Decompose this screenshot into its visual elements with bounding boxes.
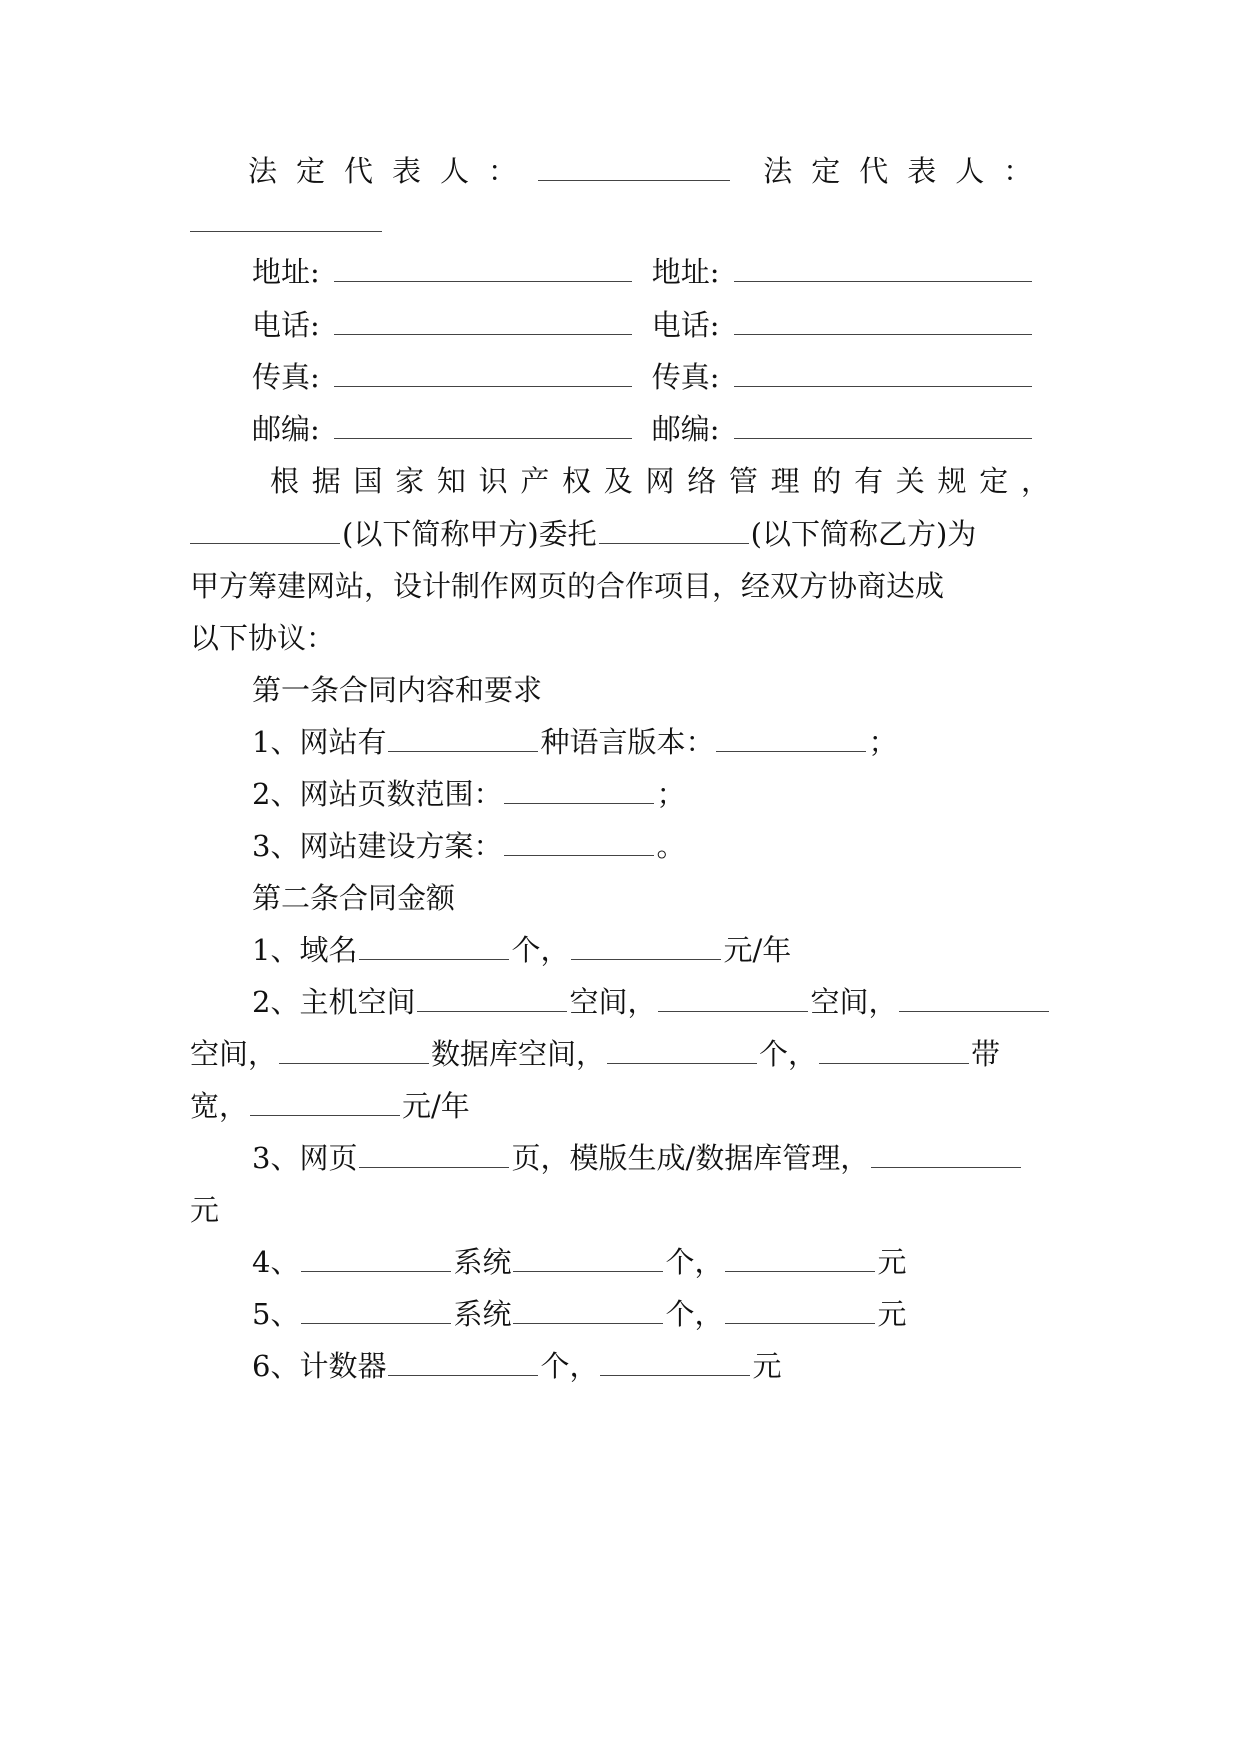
pages-count-blank[interactable] xyxy=(359,1145,509,1168)
legal-rep-label-left: 法定代表人： xyxy=(248,154,537,188)
bandwidth-label-a: 带 xyxy=(971,1037,1001,1071)
contact-row-postcode xyxy=(252,409,1112,449)
item-2-text: 2、网站页数范围： xyxy=(252,777,503,811)
build-plan-blank[interactable] xyxy=(504,833,654,856)
preamble-char: 根 xyxy=(270,464,300,498)
preamble-char: 产 xyxy=(520,464,550,498)
system-5-label: 系统 xyxy=(453,1297,512,1331)
preamble-char: 规 xyxy=(937,464,967,498)
article-2-system-4 xyxy=(252,1242,1112,1282)
host-space-blank-1[interactable] xyxy=(417,989,567,1012)
host-space-label-3: 空间， xyxy=(190,1037,278,1071)
preamble-char: 及 xyxy=(603,464,633,498)
preamble-char: 管 xyxy=(728,464,758,498)
article-1-heading-text: 第一条合同内容和要求 xyxy=(252,673,543,707)
article-2-host-line-3 xyxy=(190,1086,1050,1126)
host-text: 2、主机空间 xyxy=(252,985,416,1019)
preamble-char: 的 xyxy=(812,464,842,498)
article-1-item-1 xyxy=(252,722,1112,762)
domain-unit: 个， xyxy=(511,933,570,967)
article-2-pages-line-2 xyxy=(190,1190,1050,1230)
preamble-char: 识 xyxy=(478,464,508,498)
host-space-label-2: 空间， xyxy=(810,985,898,1019)
fax-blank-right[interactable] xyxy=(734,364,1032,387)
database-count-blank[interactable] xyxy=(607,1041,757,1064)
language-versions-blank[interactable] xyxy=(716,729,866,752)
contact-row-fax xyxy=(252,357,1112,397)
preamble-char: 定 xyxy=(979,464,1009,498)
party-b-blank[interactable] xyxy=(599,521,749,544)
system-4-unit: 个， xyxy=(665,1245,724,1279)
article-2-counter xyxy=(252,1346,1112,1386)
party-a-blank[interactable] xyxy=(190,521,340,544)
address-blank-left[interactable] xyxy=(334,259,632,282)
system-5-number: 5、 xyxy=(252,1297,300,1331)
counter-text: 6、计数器 xyxy=(252,1349,387,1383)
item-1-end: ； xyxy=(868,725,898,759)
article-2-host-line-2 xyxy=(190,1034,1050,1074)
fax-blank-left[interactable] xyxy=(334,364,632,387)
system-5-unit: 个， xyxy=(665,1297,724,1331)
preamble-line-4-text: 以下协议： xyxy=(190,621,336,655)
host-price-blank[interactable] xyxy=(250,1093,400,1116)
fax-label-right: 传真: xyxy=(651,360,720,394)
preamble-char: 知 xyxy=(436,464,466,498)
domain-price-unit: 元/年 xyxy=(723,933,792,967)
domain-text: 1、域名 xyxy=(252,933,358,967)
postcode-label-right: 邮编: xyxy=(651,412,720,446)
contact-row-phone xyxy=(252,305,1112,345)
system-5-count-blank[interactable] xyxy=(513,1301,663,1324)
legal-rep-label-right: 法定代表人： xyxy=(763,154,1052,188)
preamble-char: ， xyxy=(1020,464,1050,498)
contact-row-address xyxy=(252,252,1112,292)
pages-price-blank[interactable] xyxy=(871,1145,1021,1168)
system-4-count-blank[interactable] xyxy=(513,1249,663,1272)
counter-price-unit: 元 xyxy=(752,1349,782,1383)
item-3-text: 3、网站建设方案： xyxy=(252,829,503,863)
system-4-price-blank[interactable] xyxy=(725,1249,875,1272)
article-2-pages-line-1 xyxy=(252,1138,1112,1178)
system-4-price-unit: 元 xyxy=(877,1245,907,1279)
bandwidth-label-b: 宽， xyxy=(190,1089,249,1123)
postcode-blank-right[interactable] xyxy=(734,416,1032,439)
page-range-blank[interactable] xyxy=(504,781,654,804)
preamble-char: 据 xyxy=(311,464,341,498)
preamble-line-1 xyxy=(270,461,1050,501)
pages-text: 3、网页 xyxy=(252,1141,358,1175)
article-2-heading-text: 第二条合同金额 xyxy=(252,881,456,915)
host-space-label-1: 空间， xyxy=(569,985,657,1019)
database-count-unit: 个， xyxy=(759,1037,818,1071)
counter-unit: 个， xyxy=(540,1349,599,1383)
system-5-price-blank[interactable] xyxy=(725,1301,875,1324)
legal-rep-blank-right-row xyxy=(190,202,1050,242)
article-2-host-line-1 xyxy=(252,982,1112,1022)
database-space-blank[interactable] xyxy=(279,1041,429,1064)
address-label-right: 地址: xyxy=(651,255,720,289)
preamble-line-1-chars xyxy=(270,461,1050,501)
language-count-blank[interactable] xyxy=(388,729,538,752)
system-4-number: 4、 xyxy=(252,1245,300,1279)
preamble-char: 家 xyxy=(395,464,425,498)
item-3-end: 。 xyxy=(656,829,686,863)
preamble-char: 国 xyxy=(353,464,383,498)
preamble-party-b-text: (以下简称乙方)为 xyxy=(750,517,977,551)
preamble-line-2 xyxy=(190,514,1050,554)
domain-price-blank[interactable] xyxy=(571,937,721,960)
counter-price-blank[interactable] xyxy=(600,1353,750,1376)
item-1-text-a: 1、网站有 xyxy=(252,725,387,759)
system-4-label: 系统 xyxy=(453,1245,512,1279)
phone-blank-right[interactable] xyxy=(734,312,1032,335)
postcode-blank-left[interactable] xyxy=(334,416,632,439)
preamble-char: 理 xyxy=(770,464,800,498)
system-4-name-blank[interactable] xyxy=(301,1249,451,1272)
preamble-char: 关 xyxy=(895,464,925,498)
preamble-line-3 xyxy=(190,566,1050,606)
article-2-system-5 xyxy=(252,1294,1112,1334)
item-1-text-b: 种语言版本： xyxy=(540,725,715,759)
counter-count-blank[interactable] xyxy=(388,1353,538,1376)
bandwidth-blank[interactable] xyxy=(819,1041,969,1064)
article-1-heading xyxy=(252,670,1112,710)
item-2-end: ； xyxy=(656,777,686,811)
address-blank-right[interactable] xyxy=(734,259,1032,282)
preamble-line-3-text: 甲方筹建网站，设计制作网页的合作项目，经双方协商达成 xyxy=(190,569,945,603)
host-space-blank-2[interactable] xyxy=(658,989,808,1012)
host-space-blank-3[interactable] xyxy=(899,989,1049,1012)
system-5-name-blank[interactable] xyxy=(301,1301,451,1324)
phone-label-left: 电话: xyxy=(252,308,320,342)
pages-price-unit: 元 xyxy=(190,1193,220,1227)
host-price-unit: 元/年 xyxy=(402,1089,470,1123)
preamble-line-4 xyxy=(190,618,1050,658)
address-label-left: 地址: xyxy=(252,255,320,289)
system-5-price-unit: 元 xyxy=(877,1297,907,1331)
preamble-char: 权 xyxy=(562,464,592,498)
preamble-char: 络 xyxy=(687,464,717,498)
pages-mode-text: 页，模版生成/数据库管理， xyxy=(511,1141,870,1175)
article-1-item-2 xyxy=(252,774,1112,814)
domain-count-blank[interactable] xyxy=(359,937,509,960)
phone-label-right: 电话: xyxy=(651,308,720,342)
postcode-label-left: 邮编: xyxy=(252,412,320,446)
legal-rep-blank-right[interactable] xyxy=(190,209,382,232)
fax-label-left: 传真: xyxy=(252,360,320,394)
article-2-heading xyxy=(252,878,1112,918)
legal-rep-row xyxy=(248,151,1068,191)
article-2-domain xyxy=(252,930,1112,970)
legal-rep-blank-left[interactable] xyxy=(538,158,730,181)
phone-blank-left[interactable] xyxy=(334,312,632,335)
article-1-item-3 xyxy=(252,826,1112,866)
database-space-label: 数据库空间， xyxy=(431,1037,606,1071)
preamble-char: 有 xyxy=(854,464,884,498)
preamble-party-a-text: (以下简称甲方)委托 xyxy=(342,517,597,551)
preamble-char: 网 xyxy=(645,464,675,498)
